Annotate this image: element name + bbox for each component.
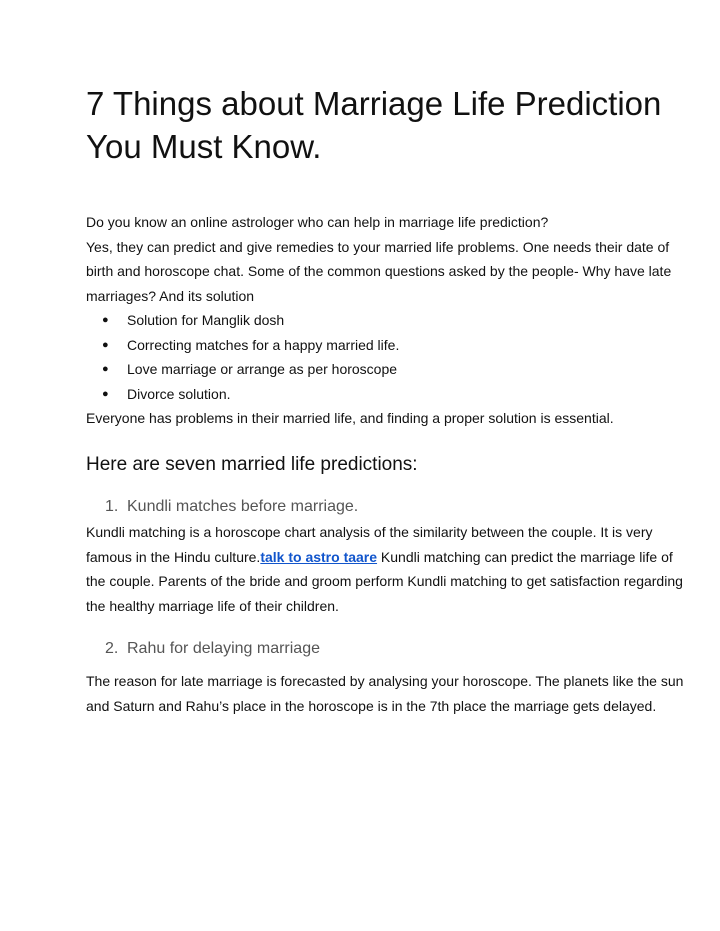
bullet-list	[86, 308, 686, 406]
item-number: 2.	[105, 640, 119, 657]
list-item: ● Love marriage or arrange as per horoscope	[86, 357, 686, 382]
astro-taare-link[interactable]: talk to astro taare	[260, 548, 378, 565]
intro-closing: Everyone has problems in their married life, and finding a proper solution is essential.	[86, 410, 614, 426]
bullet-icon: ●	[102, 387, 109, 400]
item-1-heading: 1. Kundli matches before marriage.	[105, 496, 358, 518]
item-2-heading: 2. Rahu for delaying marriage	[105, 638, 320, 660]
bullet-icon: ●	[102, 338, 109, 351]
bullet-icon: ●	[102, 363, 109, 375]
page-title: 7 Things about Marriage Life Prediction You Must Know.	[86, 85, 662, 165]
section-heading: Here are seven married life predictions:	[86, 454, 418, 475]
item-2-body: The reason for late marriage is forecasted by analysing your horoscope. The planets like the sun and Saturn and Rahu’s place in the horoscope is in the 7th place the marriage gets delayed.	[86, 673, 684, 714]
intro-paragraph: Yes, they can predict and give remedies to your married life problems. One needs their date of birth and horoscope chat. Some of the common questions asked by the people- Why have late marriages? And its solution	[86, 238, 672, 304]
list-item: ● Correcting matches for a happy married life.	[86, 333, 686, 358]
intro-question: Do you know an online astrologer who can help in marriage life prediction?	[86, 214, 549, 230]
item-number: 1.	[105, 498, 119, 515]
item-1-body: Kundli matching is a horoscope chart analysis of the similarity between the couple. It is very famous in the Hindu culture.talk to astro taare Kundli matching can predict the marriage life of the couple. Parents of the bride and groom perform Kundli matching to get satisfaction regarding the healthy marriage life of their children.	[86, 524, 683, 614]
list-item: ● Divorce solution.	[86, 382, 686, 407]
bullet-icon: ●	[102, 314, 109, 326]
list-item: ● Solution for Manglik dosh	[86, 308, 686, 333]
intro-section	[86, 210, 686, 431]
